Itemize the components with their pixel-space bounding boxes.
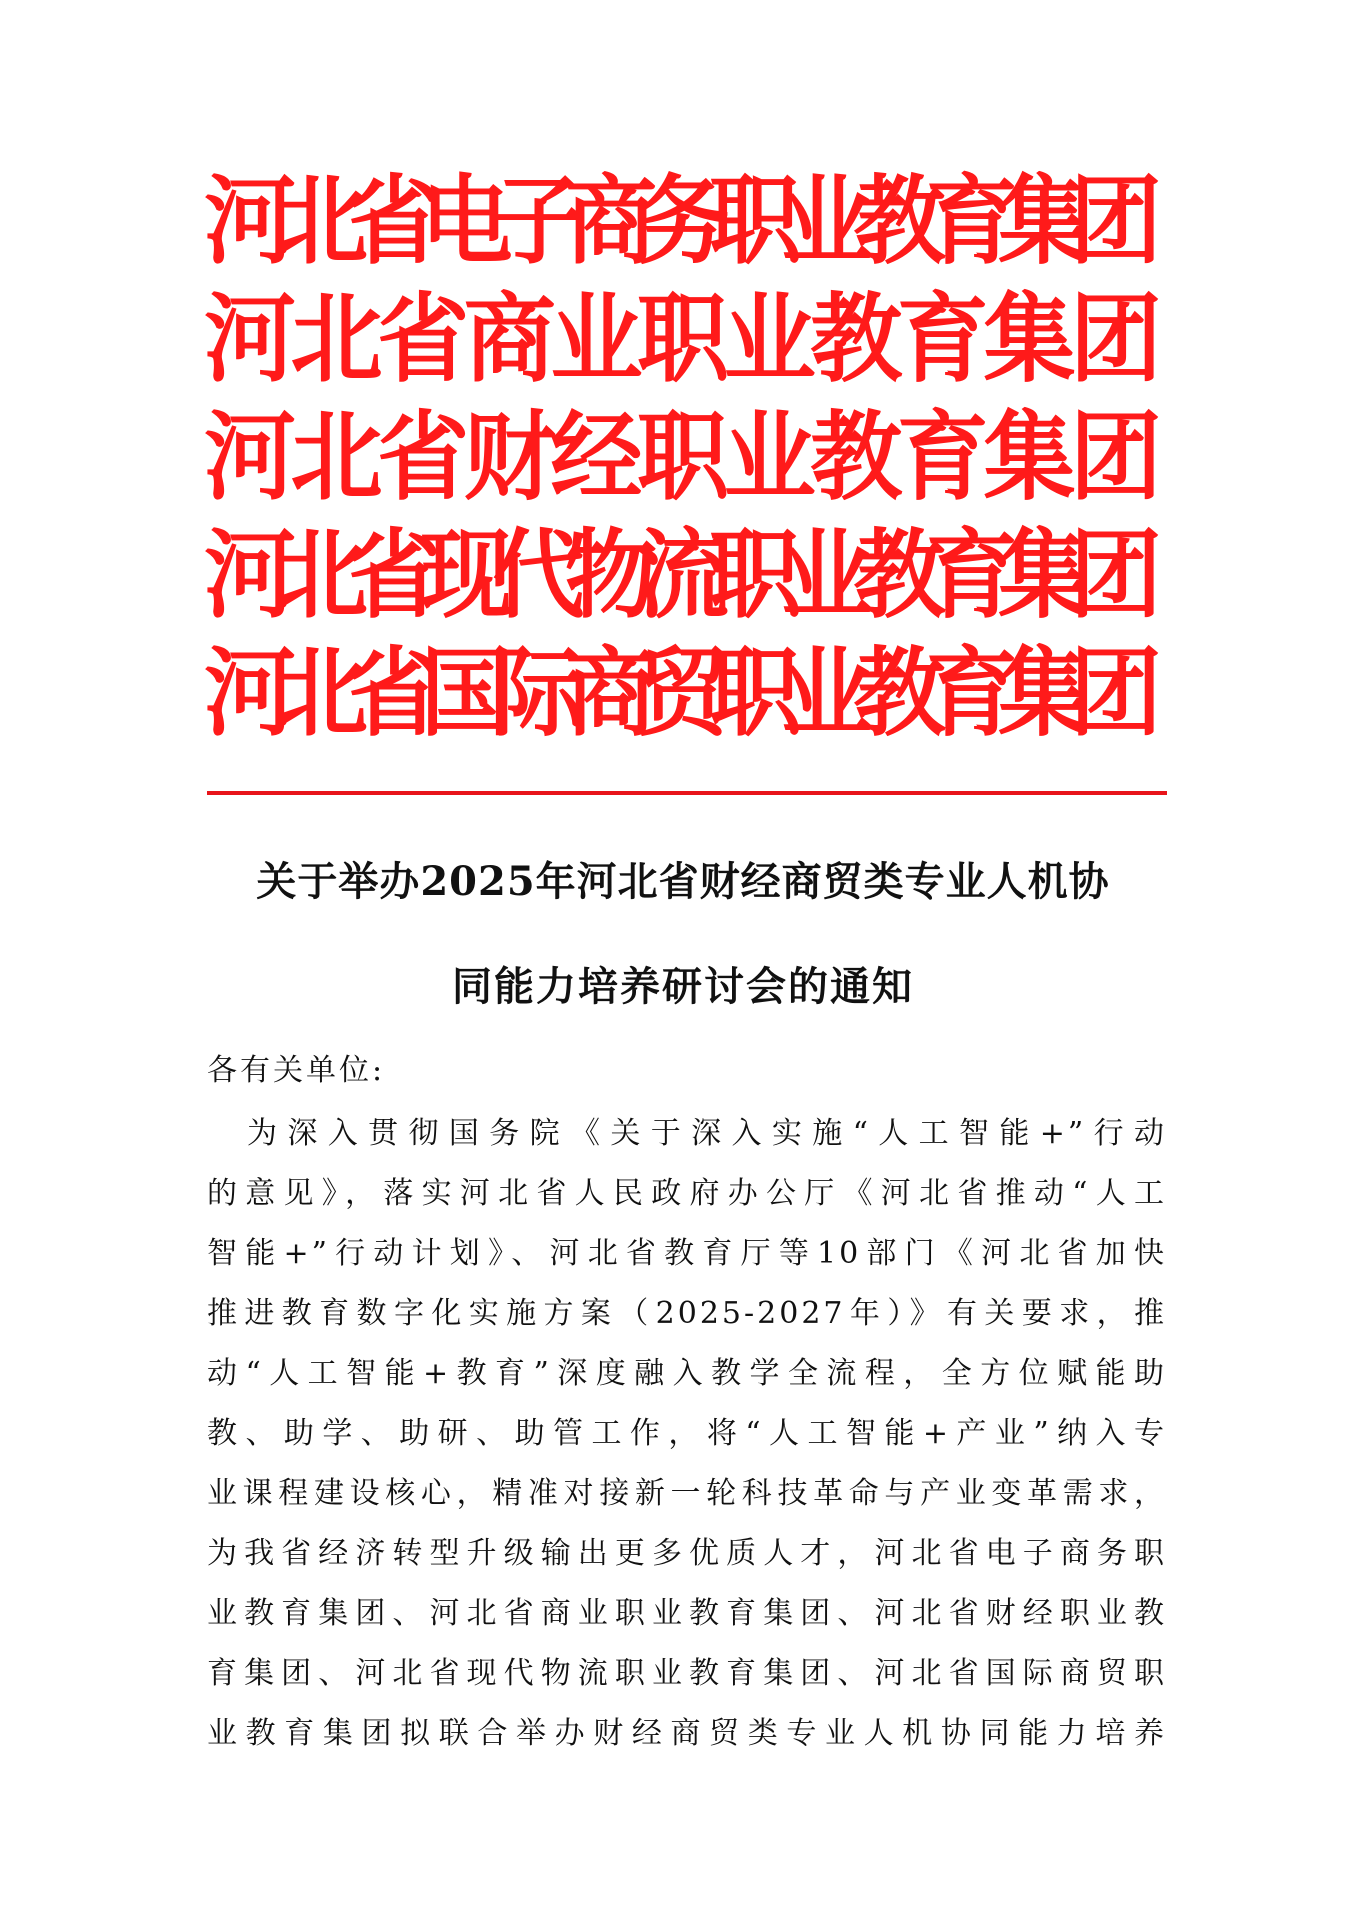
red-divider-rule — [207, 791, 1167, 795]
body-line: 为深入贯彻国务院《关于深入实施“人工智能+”行动 — [247, 1116, 1167, 1151]
body-line: 业课程建设核心，精准对接新一轮科技革命与产业变革需求， — [207, 1476, 1167, 1511]
org-name-commerce: 河北省商业职业教育集团 — [204, 283, 1157, 396]
body-line: 业教育集团、河北省商业职业教育集团、河北省财经职业教 — [207, 1596, 1167, 1631]
body-line: 业教育集团拟联合举办财经商贸类专业人机协同能力培养 — [207, 1716, 1167, 1751]
body-line: 智能+”行动计划》、河北省教育厅等10部门《河北省加快 — [207, 1236, 1167, 1271]
body-line: 教、助学、助研、助管工作，将“人工智能+产业”纳入专 — [207, 1416, 1167, 1451]
salutation: 各有关单位: — [207, 1053, 386, 1088]
body-text — [207, 1108, 1167, 1768]
body-line: 动“人工智能+教育”深度融入教学全流程，全方位赋能助 — [207, 1356, 1167, 1391]
body-line: 推进教育数字化实施方案（2025-2027年）》有关要求，推 — [207, 1296, 1167, 1331]
org-name-ecommerce: 河北省电子商务职业教育集团 — [204, 165, 1143, 278]
org-name-finance: 河北省财经职业教育集团 — [204, 401, 1157, 514]
org-name-international-trade: 河北省国际商贸职业教育集团 — [204, 637, 1143, 750]
org-name-logistics: 河北省现代物流职业教育集团 — [204, 519, 1143, 632]
issuing-organizations-header — [204, 163, 1162, 753]
document-title-line-1: 关于举办2025年河北省财经商贸类专业人机协 — [256, 858, 1110, 905]
body-line: 育集团、河北省现代物流职业教育集团、河北省国际商贸职 — [207, 1656, 1167, 1691]
document-title-line-2: 同能力培养研讨会的通知 — [452, 963, 914, 1010]
body-line: 为我省经济转型升级输出更多优质人才，河北省电子商务职 — [207, 1536, 1167, 1571]
body-line: 的意见》，落实河北省人民政府办公厅《河北省推动“人工 — [207, 1176, 1167, 1211]
